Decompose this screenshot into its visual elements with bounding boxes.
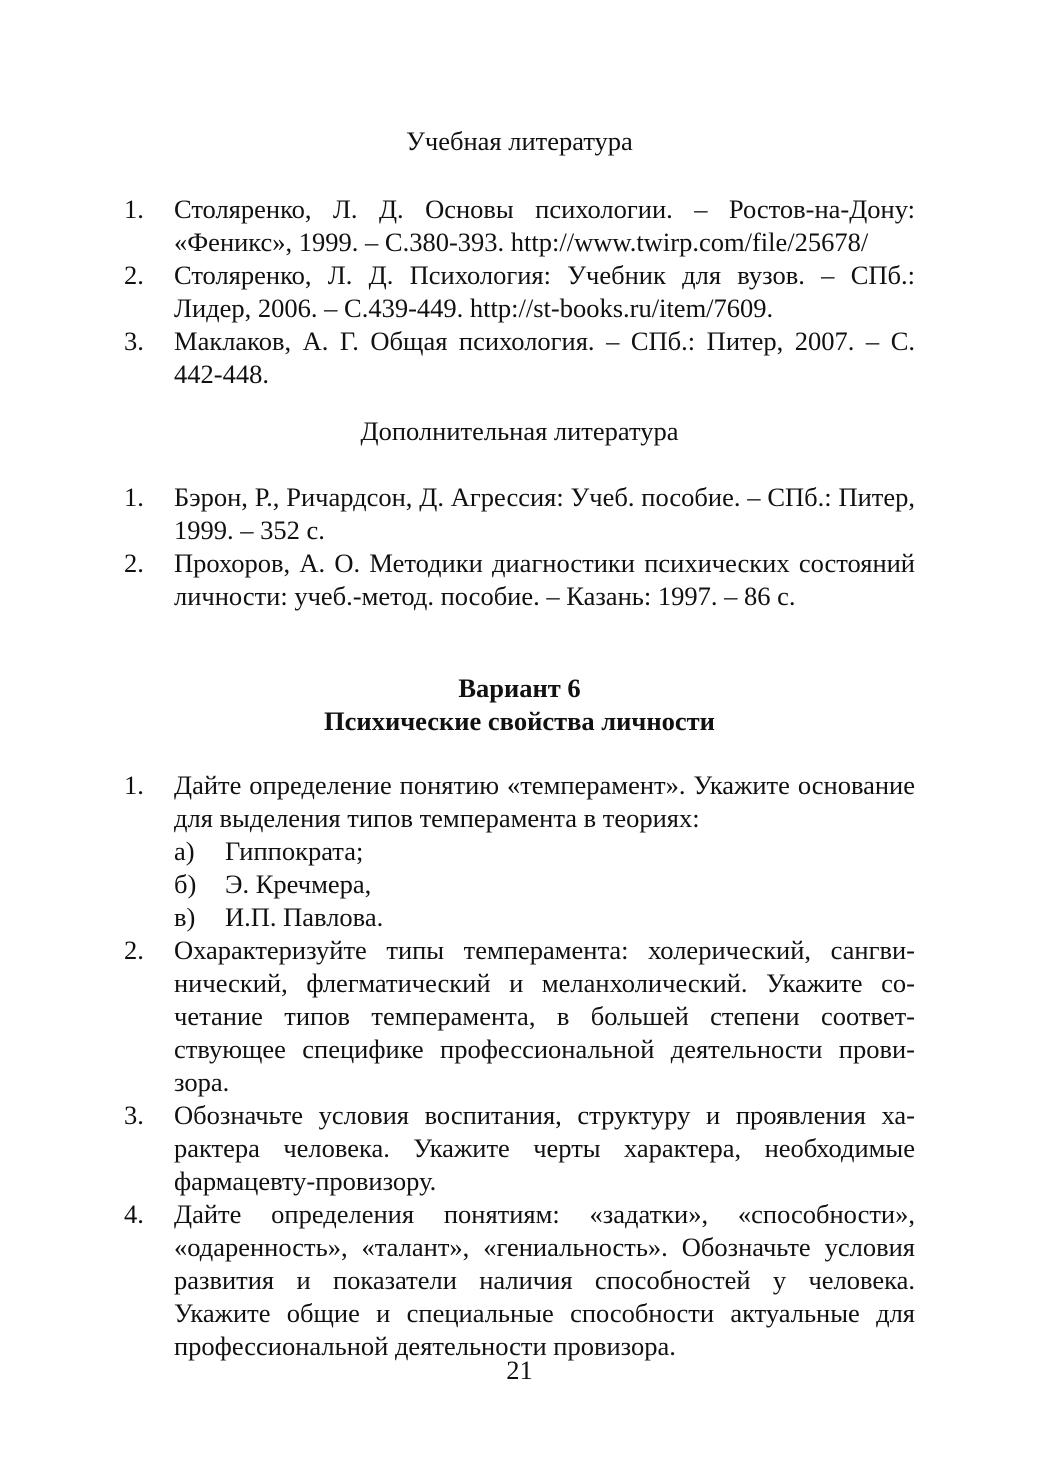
list-item-text: Прохоров, А. О. Методики диагностики психических состояний личности: учеб.-метод. пособие. – Казань: 1997. – 86 с.: [174, 548, 915, 611]
sub-list-text: Э. Кречмера,: [225, 869, 372, 899]
list-item: [124, 547, 915, 613]
sub-list-item: [174, 901, 915, 934]
question-text: Охарактеризуйте типы темперамента: холерический, сангвинический, флегматический и меланхолический. Укажите сочетание типов темперамента, в большей степени соответствующее специфике профессиональной деятельности провизора.: [174, 935, 915, 1097]
list-item-text: Столяренко, Л. Д. Психология: Учебник для вузов. – СПб.: Лидер, 2006. – С.439-449. http://st-books.ru/item/7609.: [174, 260, 915, 323]
additional-literature-list: [124, 481, 915, 613]
list-item-number: 3.: [124, 326, 144, 356]
list-item: [124, 259, 915, 325]
sub-list: [174, 835, 915, 934]
question-number: 4.: [124, 1199, 144, 1229]
question-number: 3.: [124, 1100, 144, 1130]
question-item: [124, 934, 915, 1099]
question-item: [124, 1198, 915, 1363]
list-item-number: 1.: [124, 482, 144, 512]
sub-list-text: Гиппократа;: [225, 836, 364, 866]
page-number: 21: [506, 1355, 533, 1385]
question-number: 1.: [124, 770, 144, 800]
sub-list-marker: а): [174, 836, 195, 866]
list-item-text: Столяренко, Л. Д. Основы психологии. – Ростов-на-Дону: «Феникс», 1999. – С.380-393. http://www.twirp.com/file/25678/: [174, 194, 915, 257]
sub-list-text: И.П. Павлова.: [225, 902, 384, 932]
questions-list: [124, 769, 915, 1363]
list-item-text: Бэрон, Р., Ричардсон, Д. Агрессия: Учеб. пособие. – СПб.: Питер, 1999. – 352 с.: [174, 482, 915, 545]
list-item-number: 1.: [124, 194, 144, 224]
list-item-number: 2.: [124, 548, 144, 578]
list-item: [124, 325, 915, 391]
list-item: [124, 481, 915, 547]
variant-title: Вариант 6: [458, 673, 581, 703]
sub-list-item: [174, 868, 915, 901]
question-number: 2.: [124, 935, 144, 965]
main-literature-list: [124, 193, 915, 391]
sub-list-item: [174, 835, 915, 868]
question-item: [124, 769, 915, 934]
sub-list-marker: б): [174, 869, 197, 899]
variant-subtitle: Психические свойства личности: [324, 706, 715, 736]
question-item: [124, 1099, 915, 1198]
sub-list-marker: в): [174, 902, 196, 932]
list-item-text: Маклаков, А. Г. Общая психология. – СПб.: Питер, 2007. – С. 442-448.: [174, 326, 915, 389]
main-literature-heading: Учебная литература: [406, 126, 633, 156]
question-text: Обозначьте условия воспитания, структуру и проявления характера человека. Укажите черты характера, необходимые фармацевту-провизору.: [174, 1100, 915, 1196]
question-text: Дайте определение понятию «темперамент». Укажите основание для выделения типов темперамента в теориях:: [174, 770, 915, 833]
question-text: Дайте определения понятиям: «задатки», «способности», «одаренность», «талант», «гениальность». Обозначьте условия развития и показатели наличия способностей у человека. Укажите общие и специальные способности актуальные для профессиональной деятельности провизора.: [174, 1199, 915, 1361]
additional-literature-heading: Дополнительная литература: [360, 416, 679, 446]
list-item-number: 2.: [124, 260, 144, 290]
list-item: [124, 193, 915, 259]
